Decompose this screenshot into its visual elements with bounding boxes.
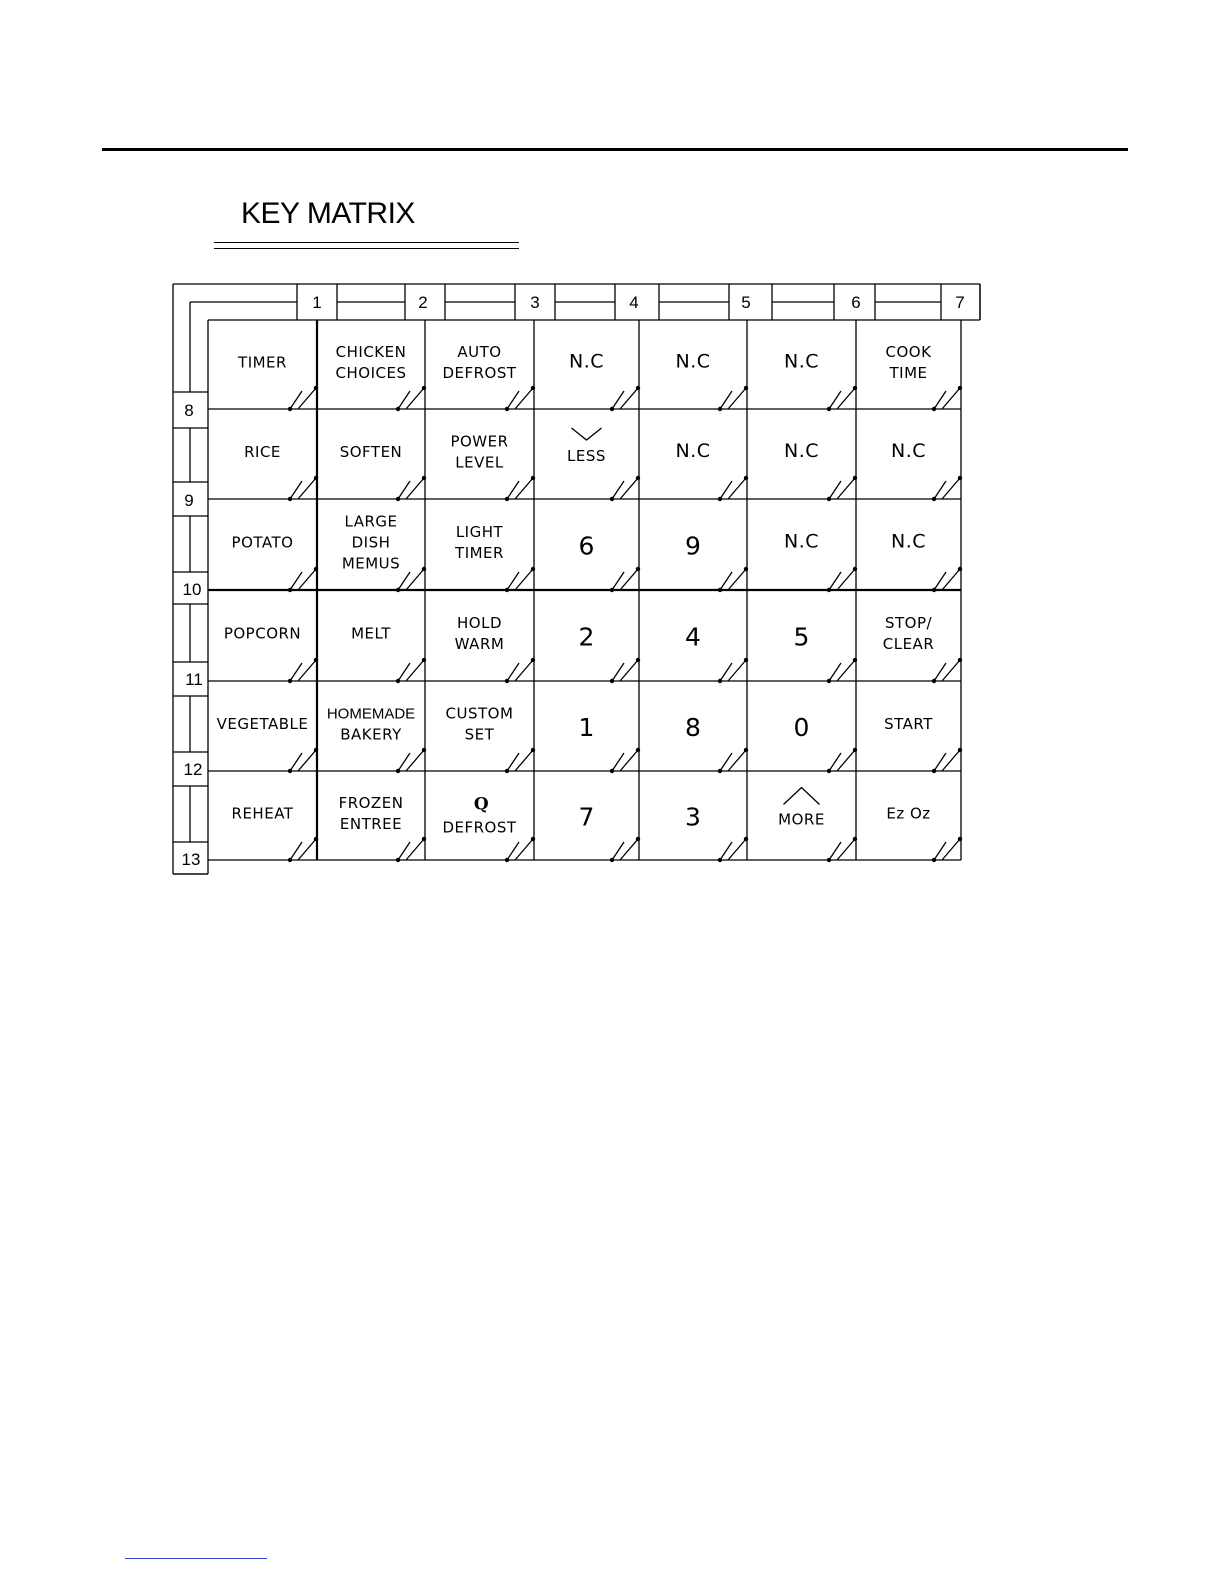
switch-node-dot	[744, 837, 748, 841]
key-label: CHICKEN	[335, 343, 407, 361]
switch-node-dot	[610, 769, 614, 773]
switch-contact-b	[406, 660, 424, 681]
switch-node-dot	[636, 658, 640, 662]
key-label: TIMER	[455, 544, 504, 562]
switch-contact-b	[298, 569, 316, 590]
switch-contact-b	[942, 388, 960, 409]
row-label-10: 10	[182, 580, 202, 599]
switch-symbol	[505, 567, 535, 592]
switch-node-dot	[422, 658, 426, 662]
switch-node-dot	[288, 858, 292, 862]
switch-node-dot	[314, 658, 318, 662]
key-label: N.C	[783, 530, 820, 553]
switch-node-dot	[636, 567, 640, 571]
switch-contact-b	[515, 750, 533, 771]
switch-symbol	[718, 567, 748, 592]
switch-symbol	[396, 658, 426, 683]
switch-node-dot	[853, 748, 857, 752]
column-label-3: 3	[530, 293, 540, 312]
switch-symbol	[288, 658, 318, 683]
switch-node-dot	[396, 858, 400, 862]
switch-symbol	[396, 567, 426, 592]
switch-node-dot	[853, 837, 857, 841]
switch-node-dot	[744, 476, 748, 480]
key-label: ENTREE	[339, 815, 403, 833]
switch-symbol	[932, 748, 962, 773]
switch-node-dot	[744, 748, 748, 752]
switch-node-dot	[396, 588, 400, 592]
switch-node-dot	[531, 567, 535, 571]
key-label: N.C	[568, 350, 605, 373]
switch-symbol	[610, 658, 640, 683]
switch-contact-b	[620, 388, 638, 409]
key-label: WARM	[454, 635, 505, 653]
key-label: TIME	[889, 364, 928, 382]
switch-node-dot	[636, 476, 640, 480]
key-label: LESS	[567, 447, 606, 465]
switch-node-dot	[396, 769, 400, 773]
column-label-7: 7	[955, 293, 965, 312]
switch-node-dot	[314, 386, 318, 390]
switch-node-dot	[932, 769, 936, 773]
key-label: DEFROST	[442, 818, 517, 837]
switch-node-dot	[827, 858, 831, 862]
key-number: 4	[685, 622, 701, 652]
switch-contact-b	[728, 839, 746, 860]
switch-node-dot	[827, 769, 831, 773]
switch-node-dot	[744, 386, 748, 390]
key-label: N.C	[783, 440, 820, 462]
switch-node-dot	[505, 588, 509, 592]
switch-node-dot	[314, 748, 318, 752]
switch-node-dot	[718, 858, 722, 862]
key-label: N.C	[675, 440, 711, 462]
switch-node-dot	[505, 679, 509, 683]
switch-symbol	[505, 658, 535, 683]
key-label: N.C	[783, 350, 820, 373]
switch-contact-b	[298, 660, 316, 681]
column-label-6: 6	[851, 293, 861, 312]
chevron-down-icon	[572, 428, 602, 440]
switch-node-dot	[505, 497, 509, 501]
switch-symbol	[718, 476, 748, 501]
switch-node-dot	[853, 476, 857, 480]
key-label: N.C	[890, 530, 927, 553]
key-label: LEVEL	[455, 453, 504, 472]
switch-symbol	[610, 386, 640, 411]
switch-contact-b	[515, 478, 533, 499]
switch-symbol	[827, 837, 857, 862]
switch-node-dot	[396, 679, 400, 683]
switch-symbol	[932, 476, 962, 501]
switch-node-dot	[610, 679, 614, 683]
key-label: LIGHT	[455, 523, 504, 541]
switch-contact-b	[837, 478, 855, 499]
switch-node-dot	[636, 837, 640, 841]
switch-contact-b	[620, 478, 638, 499]
key-label: SOFTEN	[339, 443, 403, 461]
switch-node-dot	[744, 567, 748, 571]
switch-symbol	[610, 837, 640, 862]
key-number: 1	[578, 713, 595, 742]
switch-node-dot	[718, 588, 722, 592]
switch-symbol	[505, 386, 535, 411]
key-number: 5	[793, 622, 810, 652]
switch-node-dot	[932, 858, 936, 862]
key-label: HOMEMADE	[326, 705, 416, 723]
switch-node-dot	[531, 386, 535, 390]
switch-node-dot	[288, 588, 292, 592]
switch-node-dot	[718, 679, 722, 683]
switch-symbol	[718, 748, 748, 773]
key-label: LARGE	[344, 512, 398, 531]
switch-node-dot	[853, 658, 857, 662]
switch-symbol	[288, 837, 318, 862]
row-label-12: 12	[183, 760, 203, 779]
switch-node-dot	[958, 658, 962, 662]
switch-node-dot	[932, 407, 936, 411]
key-label: CLEAR	[882, 635, 935, 653]
switch-node-dot	[505, 407, 509, 411]
switch-node-dot	[422, 567, 426, 571]
switch-node-dot	[314, 476, 318, 480]
switch-node-dot	[827, 407, 831, 411]
switch-contact-b	[620, 750, 638, 771]
switch-node-dot	[932, 679, 936, 683]
switch-node-dot	[958, 748, 962, 752]
switch-contact-b	[298, 839, 316, 860]
switch-contact-b	[942, 569, 960, 590]
switch-contact-b	[298, 478, 316, 499]
switch-node-dot	[827, 679, 831, 683]
switch-symbol	[396, 476, 426, 501]
switch-symbol	[610, 748, 640, 773]
switch-node-dot	[531, 476, 535, 480]
switch-node-dot	[396, 407, 400, 411]
switch-contact-b	[406, 750, 424, 771]
row-label-13: 13	[181, 850, 201, 869]
switch-node-dot	[744, 658, 748, 662]
switch-contact-b	[942, 660, 960, 681]
switch-contact-b	[837, 388, 855, 409]
chevron-up-icon	[784, 788, 820, 805]
key-label: N.C	[675, 350, 711, 373]
key-label: FROZEN	[338, 794, 404, 812]
switch-node-dot	[288, 679, 292, 683]
q-logo-icon: Q	[473, 794, 490, 815]
switch-node-dot	[827, 497, 831, 501]
switch-node-dot	[853, 567, 857, 571]
switch-contact-b	[728, 750, 746, 771]
key-label: Ez Oz	[886, 804, 931, 823]
switch-symbol	[505, 837, 535, 862]
switch-node-dot	[932, 497, 936, 501]
switch-contact-b	[406, 388, 424, 409]
switch-node-dot	[718, 497, 722, 501]
switch-node-dot	[636, 748, 640, 752]
switch-node-dot	[958, 386, 962, 390]
switch-node-dot	[610, 588, 614, 592]
key-label: HOLD	[457, 614, 502, 632]
switch-symbol	[718, 658, 748, 683]
column-label-5: 5	[741, 293, 751, 312]
key-label: POTATO	[231, 533, 294, 552]
switch-contact-b	[298, 388, 316, 409]
key-label: RICE	[244, 443, 281, 461]
key-number: 9	[685, 531, 701, 561]
switch-node-dot	[958, 476, 962, 480]
key-number: 2	[578, 622, 595, 652]
switch-symbol	[718, 837, 748, 862]
switch-symbol	[396, 386, 426, 411]
switch-contact-b	[837, 750, 855, 771]
key-label: MORE	[778, 810, 825, 829]
switch-node-dot	[288, 497, 292, 501]
switch-contact-b	[728, 388, 746, 409]
switch-node-dot	[610, 858, 614, 862]
switch-symbol	[827, 386, 857, 411]
switch-node-dot	[718, 407, 722, 411]
switch-contact-b	[837, 839, 855, 860]
switch-node-dot	[314, 567, 318, 571]
switch-symbol	[288, 386, 318, 411]
switch-contact-b	[942, 839, 960, 860]
key-label: START	[884, 715, 933, 733]
switch-node-dot	[853, 386, 857, 390]
switch-contact-b	[942, 750, 960, 771]
row-label-11: 11	[185, 670, 203, 689]
key-label: REHEAT	[231, 804, 294, 823]
switch-symbol	[827, 476, 857, 501]
key-number: 7	[578, 802, 595, 832]
switch-contact-b	[406, 839, 424, 860]
switch-symbol	[396, 748, 426, 773]
key-label: POPCORN	[223, 624, 302, 643]
key-label: DEFROST	[442, 364, 517, 382]
switch-contact-b	[620, 660, 638, 681]
switch-symbol	[610, 567, 640, 592]
key-label: VEGETABLE	[216, 715, 309, 733]
switch-node-dot	[422, 837, 426, 841]
switch-node-dot	[636, 386, 640, 390]
key-label: MEMUS	[341, 554, 401, 573]
switch-node-dot	[531, 837, 535, 841]
switch-contact-b	[837, 569, 855, 590]
switch-node-dot	[422, 386, 426, 390]
switch-node-dot	[531, 748, 535, 752]
key-label: AUTO	[457, 343, 502, 361]
switch-symbol	[827, 567, 857, 592]
switch-node-dot	[531, 658, 535, 662]
switch-contact-b	[728, 569, 746, 590]
key-label: BAKERY	[340, 725, 402, 744]
key-label: N.C	[890, 440, 927, 462]
switch-node-dot	[396, 497, 400, 501]
switch-contact-b	[837, 660, 855, 681]
switch-contact-b	[620, 569, 638, 590]
switch-contact-b	[406, 569, 424, 590]
switch-contact-b	[515, 569, 533, 590]
key-label: STOP/	[884, 614, 933, 632]
switch-symbol	[827, 748, 857, 773]
switch-contact-b	[298, 750, 316, 771]
switch-node-dot	[827, 588, 831, 592]
key-label: POWER	[450, 432, 509, 451]
page-title: KEY MATRIX	[241, 197, 415, 230]
switch-node-dot	[958, 837, 962, 841]
switch-node-dot	[422, 748, 426, 752]
key-number: 3	[685, 802, 701, 832]
switch-symbol	[505, 748, 535, 773]
switch-contact-b	[728, 660, 746, 681]
key-label: CUSTOM	[445, 704, 514, 723]
switch-symbol	[932, 567, 962, 592]
column-label-1: 1	[312, 293, 322, 312]
switch-contact-b	[620, 839, 638, 860]
key-label: TIMER	[238, 353, 287, 372]
switch-contact-b	[515, 660, 533, 681]
switch-symbol	[610, 476, 640, 501]
switch-node-dot	[505, 769, 509, 773]
switch-contact-b	[406, 478, 424, 499]
switch-symbol	[288, 567, 318, 592]
switch-contact-b	[728, 478, 746, 499]
key-label: MELT	[351, 624, 391, 643]
switch-node-dot	[288, 769, 292, 773]
switch-symbol	[932, 658, 962, 683]
key-label: CHOICES	[335, 364, 407, 382]
row-label-8: 8	[184, 401, 194, 420]
switch-symbol	[932, 837, 962, 862]
switch-contact-b	[515, 839, 533, 860]
switch-symbol	[288, 476, 318, 501]
switch-node-dot	[610, 497, 614, 501]
key-number: 8	[685, 713, 701, 742]
key-label: COOK	[885, 343, 932, 361]
switch-node-dot	[610, 407, 614, 411]
column-label-2: 2	[418, 293, 428, 312]
key-label: SET	[464, 725, 495, 744]
switch-node-dot	[314, 837, 318, 841]
switch-symbol	[396, 837, 426, 862]
key-number: 6	[578, 531, 595, 561]
switch-contact-b	[942, 478, 960, 499]
switch-node-dot	[422, 476, 426, 480]
switch-node-dot	[958, 567, 962, 571]
switch-symbol	[932, 386, 962, 411]
switch-symbol	[505, 476, 535, 501]
key-label: DISH	[351, 533, 391, 552]
key-number: 0	[793, 713, 810, 742]
switch-symbol	[288, 748, 318, 773]
switch-symbol	[827, 658, 857, 683]
switch-contact-b	[515, 388, 533, 409]
switch-symbol	[718, 386, 748, 411]
column-label-4: 4	[629, 293, 639, 312]
row-label-9: 9	[184, 491, 194, 510]
switch-node-dot	[288, 407, 292, 411]
switch-node-dot	[718, 769, 722, 773]
footer-link-underline	[125, 1558, 267, 1559]
switch-node-dot	[932, 588, 936, 592]
switch-node-dot	[505, 858, 509, 862]
